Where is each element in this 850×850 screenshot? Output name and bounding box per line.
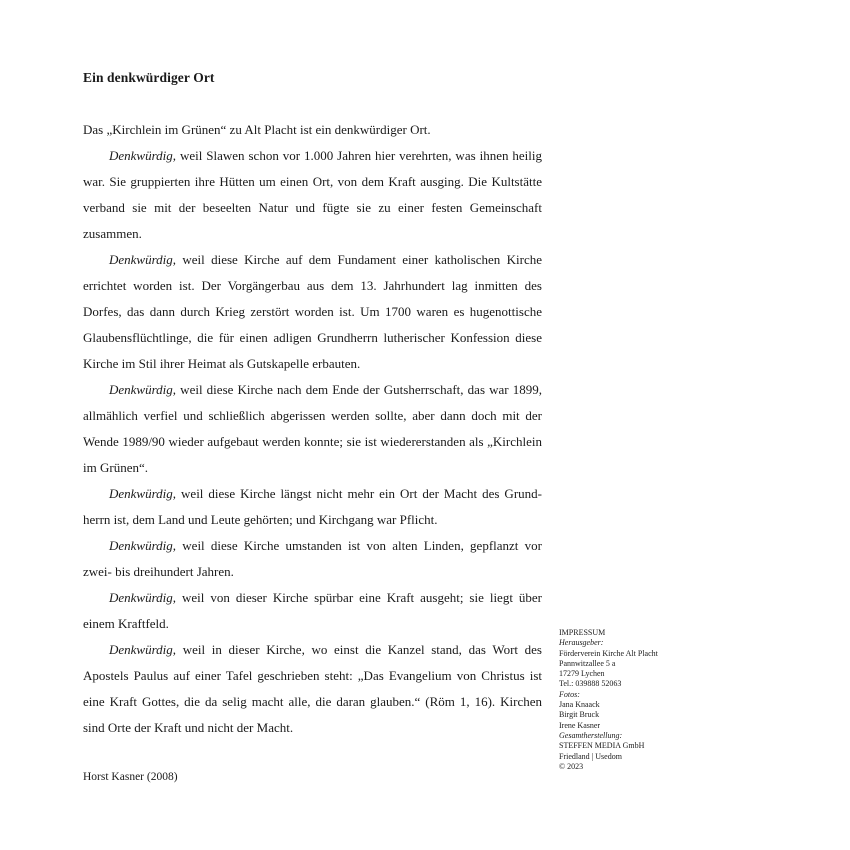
paragraph	[83, 585, 542, 637]
publisher-line: Förderverein Kirche Alt Placht	[559, 648, 658, 658]
photos-label: Fotos:	[559, 689, 580, 699]
article-body	[83, 117, 542, 741]
publisher-line: Pannwitzallee 5 a	[559, 658, 616, 668]
page-title: Ein denkwürdiger Ort	[83, 70, 215, 85]
paragraph-text: weil diese Kirche umstanden ist von alten Linden, gepflanzt vor zwei- bis dreihundert Jahren.	[83, 538, 542, 579]
paragraph-lead: Denkwürdig,	[109, 642, 177, 657]
paragraph-lead: Denkwürdig,	[109, 486, 177, 501]
paragraph-text: weil diese Kirche längst nicht mehr ein Ort der Macht des Grundherrn ist, dem Land und Leute gehörten; und Kirchgang war Pflicht.	[83, 486, 542, 527]
paragraph	[83, 637, 542, 741]
paragraph	[83, 247, 542, 377]
paragraph-text: weil diese Kirche nach dem Ende der Gutsherrschaft, das war 1899, allmählich verfiel und schließlich abgerissen werden sollte, aber dann doch mit der Wende 1989/90 wieder aufgebaut werden konnte; sie ist wiedererstanden als „Kirchlein im Grünen“.	[83, 382, 542, 475]
photographer: Jana Knaack	[559, 700, 600, 710]
paragraph	[83, 533, 542, 585]
publisher-line: Tel.: 039888 52063	[559, 679, 622, 689]
author-credit: Horst Kasner (2008)	[83, 771, 178, 783]
production-line: Friedland | Usedom	[559, 751, 622, 761]
paragraph	[83, 143, 542, 247]
paragraph	[83, 481, 542, 533]
imprint	[559, 628, 719, 772]
paragraph-lead: Denkwürdig,	[109, 538, 177, 553]
paragraph	[83, 377, 542, 481]
production-line: © 2023	[559, 761, 584, 771]
paragraph-text: weil Slawen schon vor 1.000 Jahren hier verehrten, was ihnen heilig war. Sie gruppierten ihre Hütten um einen Ort, von dem Kraft ausging. Die Kultstätte verband sie mit der beseelten Natur und fügte sie zu einer festen Gemeinschaft zusammen.	[83, 148, 542, 241]
photographer: Birgit Bruck	[559, 710, 600, 720]
paragraph-lead: Denkwürdig,	[109, 148, 177, 163]
production-line: STEFFEN MEDIA GmbH	[559, 741, 645, 751]
photographer: Irene Kasner	[559, 720, 601, 730]
publisher-label: Herausgeber:	[559, 638, 604, 648]
paragraph-text: weil diese Kirche auf dem Fundament einer katholischen Kirche errichtet worden ist. Der Vorgängerbau aus dem 13. Jahrhundert lag inmitten des Dorfes, das dann durch Krieg zerstört worden ist. Um 1700 waren es hugenottische Glaubensflüchtlinge, die für einen adligen Grundherrn lutherischer Konfession diese Kirche im Stil ihrer Heimat als Gutskapelle erbauten.	[83, 252, 542, 371]
paragraph-text: weil in dieser Kirche, wo einst die Kanzel stand, das Wort des Apostels Paulus auf einer Tafel geschrieben steht: „Das Evangelium von Christus ist eine Kraft Gottes, die da selig macht alle, die daran glauben.“ (Röm 1, 16). Kirchen sind Orte der Kraft und nicht der Macht.	[83, 642, 542, 735]
paragraph-text: weil von dieser Kirche spürbar eine Kraft ausgeht; sie liegt über einem Kraftfeld.	[83, 590, 542, 631]
publisher-line: 17279 Lychen	[559, 669, 605, 679]
paragraph-lead: Denkwürdig,	[109, 252, 177, 267]
intro-paragraph: Das „Kirchlein im Grünen“ zu Alt Placht ist ein denkwürdiger Ort.	[83, 122, 431, 137]
paragraph-lead: Denkwürdig,	[109, 590, 177, 605]
imprint-heading: IMPRESSUM	[559, 628, 606, 637]
paragraph-lead: Denkwürdig,	[109, 382, 177, 397]
production-label: Gesamtherstellung:	[559, 730, 623, 740]
